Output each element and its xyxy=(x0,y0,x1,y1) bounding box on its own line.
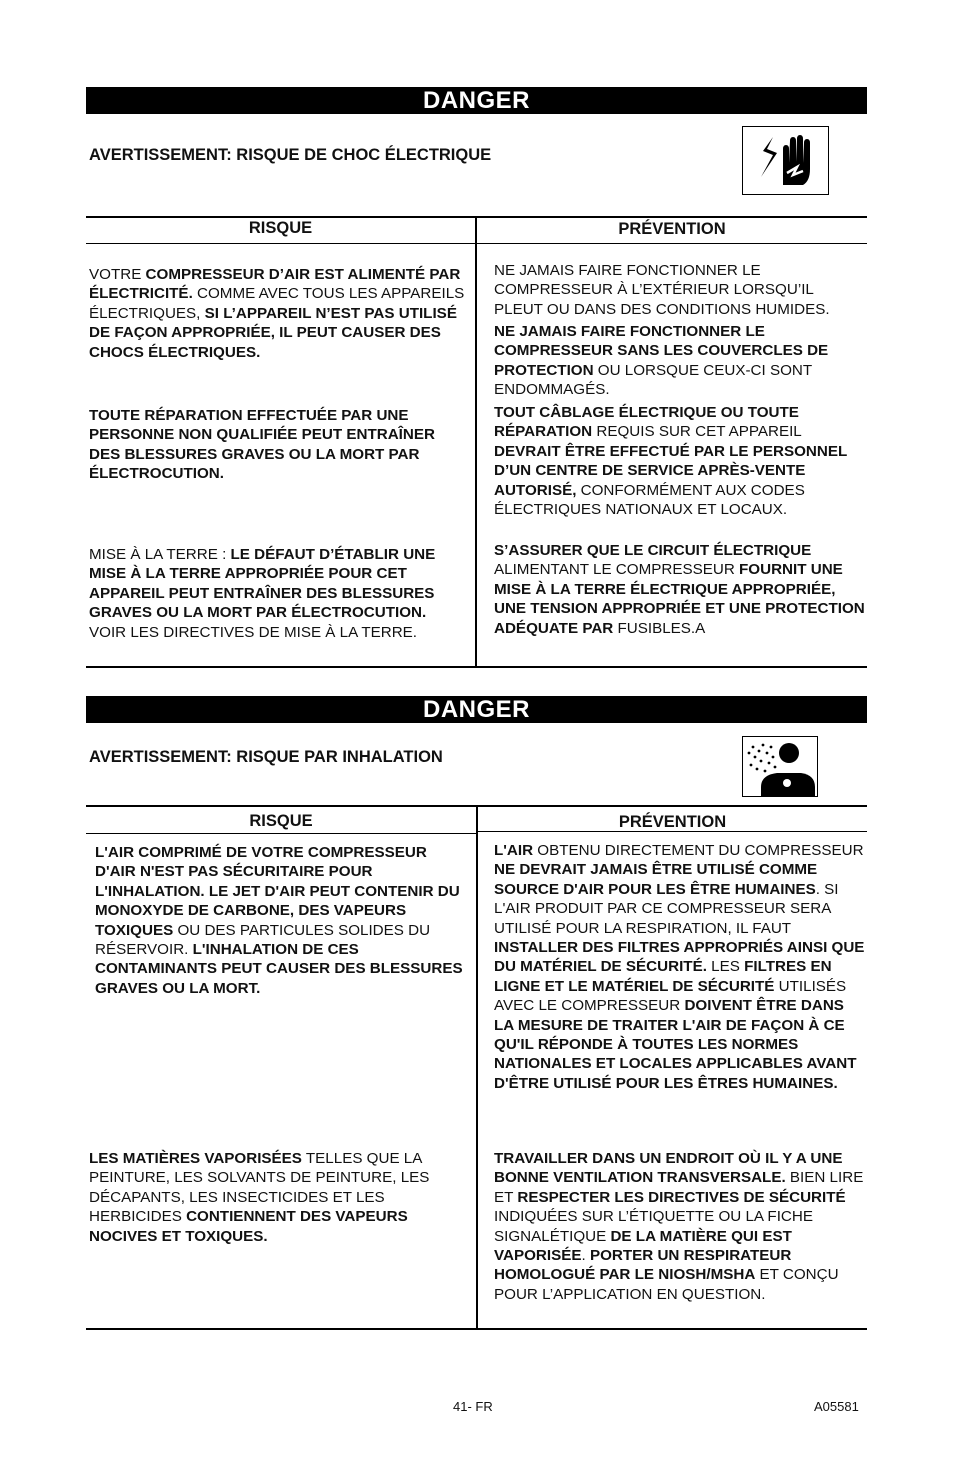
prevention-text: TRAVAILLER DANS UN ENDROIT OÙ IL Y A UNE BONNE VENTILATION TRANSVERSALE. BIEN LIRE ET RESPECTER LES DIRECTIVES DE SÉCURITÉ INDIQUÉES SUR L’ÉTIQUETTE OU LA FICHE SIGNALÉTIQUE DE LA MATIÈRE QUI EST VAPORISÉE. PORTER UN RESPIRATEUR HOMOLOGUÉ PAR LE NIOSH/MSHA ET CONÇU POUR L’APPLICATION EN QUESTION. xyxy=(494,1150,864,1303)
header-rule xyxy=(478,831,867,832)
document-code: A05581 xyxy=(814,1399,859,1414)
table-bottom-rule xyxy=(86,1328,867,1330)
inhalation-hazard-icon xyxy=(742,736,818,797)
prevention-text: S’ASSURER QUE LE CIRCUIT ÉLECTRIQUE ALIMENTANT LE COMPRESSEUR FOURNIT UNE MISE À LA TERRE ÉLECTRIQUE APPROPRIÉE, UNE TENSION APPROPRIÉE ET UNE PROTECTION ADÉQUATE PAR FUSIBLES.A xyxy=(494,542,865,637)
prevention-column-header: PRÉVENTION xyxy=(618,813,727,831)
risk-text: VOTRE COMPRESSEUR D’AIR EST ALIMENTÉ PAR ÉLECTRICITÉ. COMME AVEC TOUS LES APPAREILS ÉLECTRIQUES, SI L’APPAREIL N’EST PAS UTILISÉ DE FAÇON APPROPRIÉE, IL PEUT CAUSER DES CHOCS ÉLECTRIQUES. xyxy=(89,266,465,361)
header-rule xyxy=(86,833,476,834)
prevention-column-header: PRÉVENTION xyxy=(618,220,726,238)
warning-title: AVERTISSEMENT: RISQUE PAR INHALATION xyxy=(89,748,443,766)
risk-text: MISE À LA TERRE : LE DÉFAUT D’ÉTABLIR UNE MISE À LA TERRE APPROPRIÉE POUR CET APPAREIL PEUT ENTRAÎNER DES BLESSURES GRAVES OU LA MORT PAR ÉLECTROCUTION. VOIR LES DIRECTIVES DE MISE À LA TERRE. xyxy=(89,546,436,641)
danger-banner: DANGER xyxy=(86,696,867,723)
risk-text: L'AIR COMPRIMÉ DE VOTRE COMPRESSEUR D'AIR N'EST PAS SÉCURITAIRE POUR L'INHALATION. LE JET D'AIR PEUT CONTENIR DU MONOXYDE DE CARBONE, DES VAPEURS TOXIQUES OU DES PARTICULES SOLIDES DU RÉSERVOIR. L'INHALATION DE CES CONTAMINANTS PEUT CAUSER DES BLESSURES GRAVES OU LA MORT. xyxy=(95,844,463,997)
page-number: 41- FR xyxy=(453,1399,493,1414)
prevention-text: NE JAMAIS FAIRE FONCTIONNER LE COMPRESSEUR À L’EXTÉRIEUR LORSQU’IL PLEUT OU DANS DES CONDITIONS HUMIDES. xyxy=(494,262,830,318)
table-bottom-rule xyxy=(86,666,867,668)
prevention-text: NE JAMAIS FAIRE FONCTIONNER LE COMPRESSEUR SANS LES COUVERCLES DE PROTECTION OU LORSQUE CEUX-CI SONT ENDOMMAGÉS. xyxy=(494,323,829,399)
prevention-text: L'AIR OBTENU DIRECTEMENT DU COMPRESSEUR NE DEVRAIT JAMAIS ÊTRE UTILISÉ COMME SOURCE D'AIR POUR LES ÊTRE HUMAINES. SI L'AIR PRODUIT PAR CE COMPRESSEUR SERA UTILISÉ POUR LA RESPIRATION, IL FAUT INSTALLER DES FILTRES APPROPRIÉS AINSI QUE DU MATÉRIEL DE SÉCURITÉ. LES FILTRES EN LIGNE ET LE MATÉRIEL DE SÉCURITÉ UTILISÉS AVEC LE COMPRESSEUR DOIVENT ÊTRE DANS LA MESURE DE TRAITER L'AIR DE FAÇON À CE QU'IL RÉPONDE À TOUTES LES NORMES NATIONALES ET LOCALES APPLICABLES AVANT D'ÊTRE UTILISÉ POUR LES ÊTRES HUMAINES. xyxy=(494,842,865,1092)
risk-text: LES MATIÈRES VAPORISÉES TELLES QUE LA PEINTURE, LES SOLVANTS DE PEINTURE, LES DÉCAPANTS, LES INSECTICIDES ET LES HERBICIDES CONTIENNENT DES VAPEURS NOCIVES ET TOXIQUES. xyxy=(89,1150,430,1245)
risk-column-header: RISQUE xyxy=(248,219,313,237)
danger-banner: DANGER xyxy=(86,87,867,114)
warning-title: AVERTISSEMENT: RISQUE DE CHOC ÉLECTRIQUE xyxy=(89,146,492,164)
electric-shock-hand-icon xyxy=(742,126,829,195)
prevention-text: TOUT CÂBLAGE ÉLECTRIQUE OU TOUTE RÉPARATION REQUIS SUR CET APPAREIL DEVRAIT ÊTRE EFFECTUÉ PAR LE PERSONNEL D’UN CENTRE DE SERVICE APRÈS-VENTE AUTORISÉ, CONFORMÉMENT AUX CODES ÉLECTRIQUES NATIONAUX ET LOCAUX. xyxy=(494,404,848,519)
risk-text: TOUTE RÉPARATION EFFECTUÉE PAR UNE PERSONNE NON QUALIFIÉE PEUT ENTRAÎNER DES BLESSURES GRAVES OU LA MORT PAR ÉLECTROCUTION. xyxy=(89,407,435,483)
column-divider xyxy=(476,805,478,1330)
column-divider xyxy=(475,216,477,668)
risk-column-header: RISQUE xyxy=(249,812,313,830)
